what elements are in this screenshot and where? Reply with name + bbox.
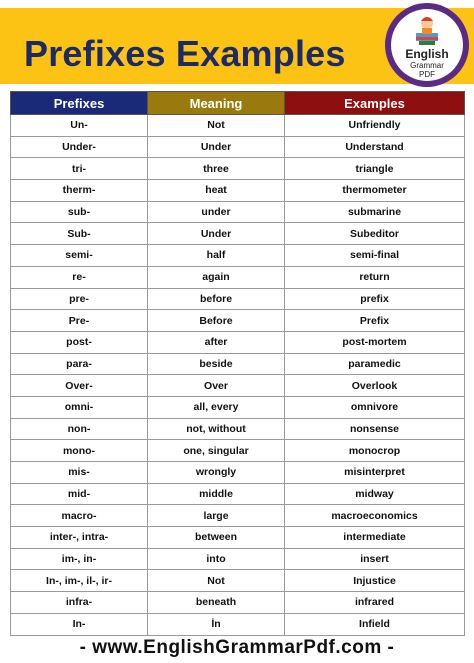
table-row [11, 115, 465, 137]
cell-meaning: all, every [148, 396, 285, 418]
cell-meaning: Not [148, 115, 285, 137]
table-row [11, 266, 465, 288]
table-row [11, 396, 465, 418]
cell-meaning: not, without [148, 418, 285, 440]
logo-text-english: English [405, 47, 449, 61]
table-row [11, 440, 465, 462]
cell-prefix: im-, in- [11, 548, 148, 570]
cell-example: Prefix [285, 310, 465, 332]
website-footer: - www.EnglishGrammarPdf.com - [79, 637, 395, 658]
cell-meaning: beside [148, 353, 285, 375]
table-row [11, 353, 465, 375]
cell-example: macroeconomics [285, 505, 465, 527]
table-row [11, 310, 465, 332]
cell-example: Injustice [285, 570, 465, 592]
cell-meaning: wrongly [148, 462, 285, 484]
table-row [11, 180, 465, 202]
cell-example: Infield [285, 613, 465, 635]
cell-meaning: heat [148, 180, 285, 202]
table-row [11, 418, 465, 440]
cell-example: post-mortem [285, 331, 465, 353]
cell-example: submarine [285, 201, 465, 223]
header-prefixes: Prefixes [11, 92, 148, 115]
cell-prefix: Pre- [11, 310, 148, 332]
cell-prefix: Un- [11, 115, 148, 137]
cell-example: midway [285, 483, 465, 505]
cell-prefix: macro- [11, 505, 148, 527]
logo-inner-circle [391, 9, 463, 81]
header-examples: Examples [285, 92, 465, 115]
cell-meaning: after [148, 331, 285, 353]
page-title: Prefixes Examples [24, 33, 346, 74]
cell-prefix: In-, im-, il-, ir- [11, 570, 148, 592]
cell-prefix: tri- [11, 158, 148, 180]
cell-meaning: İn [148, 613, 285, 635]
cell-example: intermediate [285, 527, 465, 549]
cell-prefix: Over- [11, 375, 148, 397]
cell-example: thermometer [285, 180, 465, 202]
cell-example: Subeditor [285, 223, 465, 245]
cell-prefix: mis- [11, 462, 148, 484]
cell-meaning: under [148, 201, 285, 223]
cell-prefix: mid- [11, 483, 148, 505]
cell-example: prefix [285, 288, 465, 310]
table-row [11, 288, 465, 310]
table-row [11, 548, 465, 570]
cell-example: semi-final [285, 245, 465, 267]
cell-prefix: post- [11, 331, 148, 353]
reading-child-icon [413, 13, 441, 47]
cell-example: Unfriendly [285, 115, 465, 137]
cell-example: Understand [285, 136, 465, 158]
table-row [11, 613, 465, 635]
header-meaning: Meaning [148, 92, 285, 115]
table-body [11, 115, 465, 636]
english-grammar-pdf-logo [385, 3, 469, 87]
cell-example: insert [285, 548, 465, 570]
cell-example: Overlook [285, 375, 465, 397]
cell-prefix: para- [11, 353, 148, 375]
table-row [11, 223, 465, 245]
table-row [11, 201, 465, 223]
prefixes-table [10, 91, 465, 636]
cell-prefix: re- [11, 266, 148, 288]
table-row [11, 136, 465, 158]
cell-prefix: non- [11, 418, 148, 440]
cell-example: omnivore [285, 396, 465, 418]
table-row [11, 375, 465, 397]
cell-example: nonsense [285, 418, 465, 440]
cell-prefix: Under- [11, 136, 148, 158]
cell-prefix: infra- [11, 592, 148, 614]
cell-example: infrared [285, 592, 465, 614]
table-row [11, 505, 465, 527]
cell-prefix: pre- [11, 288, 148, 310]
logo-text-grammar: Grammar [410, 61, 444, 70]
cell-example: misinterpret [285, 462, 465, 484]
cell-meaning: large [148, 505, 285, 527]
cell-prefix: therm- [11, 180, 148, 202]
cell-prefix: In- [11, 613, 148, 635]
cell-meaning: between [148, 527, 285, 549]
cell-meaning: Before [148, 310, 285, 332]
cell-meaning: again [148, 266, 285, 288]
cell-prefix: semi- [11, 245, 148, 267]
table-row [11, 527, 465, 549]
cell-example: monocrop [285, 440, 465, 462]
table-row [11, 483, 465, 505]
cell-meaning: half [148, 245, 285, 267]
cell-example: return [285, 266, 465, 288]
cell-prefix: sub- [11, 201, 148, 223]
cell-meaning: into [148, 548, 285, 570]
cell-meaning: middle [148, 483, 285, 505]
logo-text-pdf: PDF [419, 70, 435, 79]
cell-prefix: Sub- [11, 223, 148, 245]
cell-meaning: three [148, 158, 285, 180]
cell-meaning: before [148, 288, 285, 310]
table-row [11, 331, 465, 353]
table-row [11, 158, 465, 180]
cell-meaning: one, singular [148, 440, 285, 462]
table-row [11, 462, 465, 484]
table-header-row [11, 92, 465, 115]
prefixes-table-container [10, 91, 464, 636]
table-row [11, 245, 465, 267]
cell-prefix: mono- [11, 440, 148, 462]
table-row [11, 570, 465, 592]
cell-prefix: inter-, intra- [11, 527, 148, 549]
cell-meaning: Over [148, 375, 285, 397]
cell-prefix: omni- [11, 396, 148, 418]
cell-meaning: Not [148, 570, 285, 592]
cell-example: triangle [285, 158, 465, 180]
cell-meaning: beneath [148, 592, 285, 614]
cell-meaning: Under [148, 223, 285, 245]
cell-example: paramedic [285, 353, 465, 375]
cell-meaning: Under [148, 136, 285, 158]
table-row [11, 592, 465, 614]
